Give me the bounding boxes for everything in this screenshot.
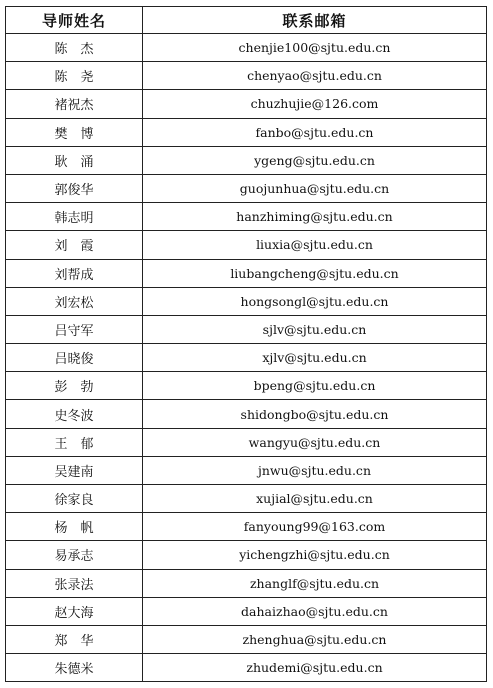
table-row — [6, 541, 487, 569]
advisor-name-cell: 刘帮成 — [6, 259, 143, 287]
advisor-email-cell: liubangcheng@sjtu.edu.cn — [143, 259, 487, 287]
advisor-name-cell: 吕守军 — [6, 315, 143, 343]
table-row — [6, 654, 487, 682]
table-row — [6, 428, 487, 456]
advisor-name-cell: 韩志明 — [6, 203, 143, 231]
table-row — [6, 400, 487, 428]
advisor-name-cell: 吕晓俊 — [6, 344, 143, 372]
advisor-email-cell: chenyao@sjtu.edu.cn — [143, 62, 487, 90]
advisor-email-cell: dahaizhao@sjtu.edu.cn — [143, 597, 487, 625]
table-row — [6, 569, 487, 597]
advisor-name-cell: 王郁 — [6, 428, 143, 456]
advisor-email-cell: ygeng@sjtu.edu.cn — [143, 146, 487, 174]
table-row — [6, 146, 487, 174]
advisor-name-cell: 易承志 — [6, 541, 143, 569]
table-row — [6, 62, 487, 90]
advisor-email-cell: yichengzhi@sjtu.edu.cn — [143, 541, 487, 569]
advisor-table-wrapper — [5, 6, 486, 682]
advisor-name-cell: 吴建南 — [6, 456, 143, 484]
advisor-email-cell: sjlv@sjtu.edu.cn — [143, 315, 487, 343]
table-row — [6, 315, 487, 343]
advisor-email-cell: zhudemi@sjtu.edu.cn — [143, 654, 487, 682]
table-row — [6, 344, 487, 372]
advisor-name-cell: 耿涌 — [6, 146, 143, 174]
table-row — [6, 625, 487, 653]
table-body — [6, 34, 487, 682]
table-header — [6, 7, 487, 34]
table-row — [6, 34, 487, 62]
advisor-email-cell: fanyoung99@163.com — [143, 513, 487, 541]
advisor-email-cell: guojunhua@sjtu.edu.cn — [143, 174, 487, 202]
advisor-email-cell: liuxia@sjtu.edu.cn — [143, 231, 487, 259]
advisor-email-cell: wangyu@sjtu.edu.cn — [143, 428, 487, 456]
advisor-name-cell: 郑华 — [6, 625, 143, 653]
advisor-name-cell: 朱德米 — [6, 654, 143, 682]
table-row — [6, 513, 487, 541]
header-advisor-name: 导师姓名 — [6, 7, 143, 34]
table-row — [6, 259, 487, 287]
advisor-email-cell: chuzhujie@126.com — [143, 90, 487, 118]
advisor-name-cell: 彭勃 — [6, 372, 143, 400]
advisor-email-cell: chenjie100@sjtu.edu.cn — [143, 34, 487, 62]
advisor-name-cell: 徐家良 — [6, 485, 143, 513]
table-row — [6, 90, 487, 118]
table-row — [6, 485, 487, 513]
table-row — [6, 456, 487, 484]
advisor-email-cell: xujial@sjtu.edu.cn — [143, 485, 487, 513]
advisor-email-cell: hongsongl@sjtu.edu.cn — [143, 287, 487, 315]
advisor-name-cell: 张录法 — [6, 569, 143, 597]
header-row — [6, 7, 487, 34]
advisor-contact-table — [5, 6, 487, 682]
advisor-email-cell: xjlv@sjtu.edu.cn — [143, 344, 487, 372]
table-row — [6, 372, 487, 400]
advisor-name-cell: 陈尧 — [6, 62, 143, 90]
advisor-name-cell: 褚祝杰 — [6, 90, 143, 118]
advisor-name-cell: 陈杰 — [6, 34, 143, 62]
advisor-email-cell: zhenghua@sjtu.edu.cn — [143, 625, 487, 653]
advisor-name-cell: 史冬波 — [6, 400, 143, 428]
header-contact-email: 联系邮箱 — [143, 7, 487, 34]
advisor-name-cell: 杨帆 — [6, 513, 143, 541]
table-row — [6, 174, 487, 202]
advisor-email-cell: bpeng@sjtu.edu.cn — [143, 372, 487, 400]
advisor-name-cell: 樊博 — [6, 118, 143, 146]
table-row — [6, 597, 487, 625]
advisor-email-cell: zhanglf@sjtu.edu.cn — [143, 569, 487, 597]
advisor-name-cell: 刘霞 — [6, 231, 143, 259]
advisor-email-cell: fanbo@sjtu.edu.cn — [143, 118, 487, 146]
table-row — [6, 118, 487, 146]
table-row — [6, 231, 487, 259]
advisor-email-cell: jnwu@sjtu.edu.cn — [143, 456, 487, 484]
table-row — [6, 203, 487, 231]
advisor-email-cell: hanzhiming@sjtu.edu.cn — [143, 203, 487, 231]
table-row — [6, 287, 487, 315]
advisor-name-cell: 郭俊华 — [6, 174, 143, 202]
advisor-name-cell: 赵大海 — [6, 597, 143, 625]
advisor-name-cell: 刘宏松 — [6, 287, 143, 315]
advisor-email-cell: shidongbo@sjtu.edu.cn — [143, 400, 487, 428]
